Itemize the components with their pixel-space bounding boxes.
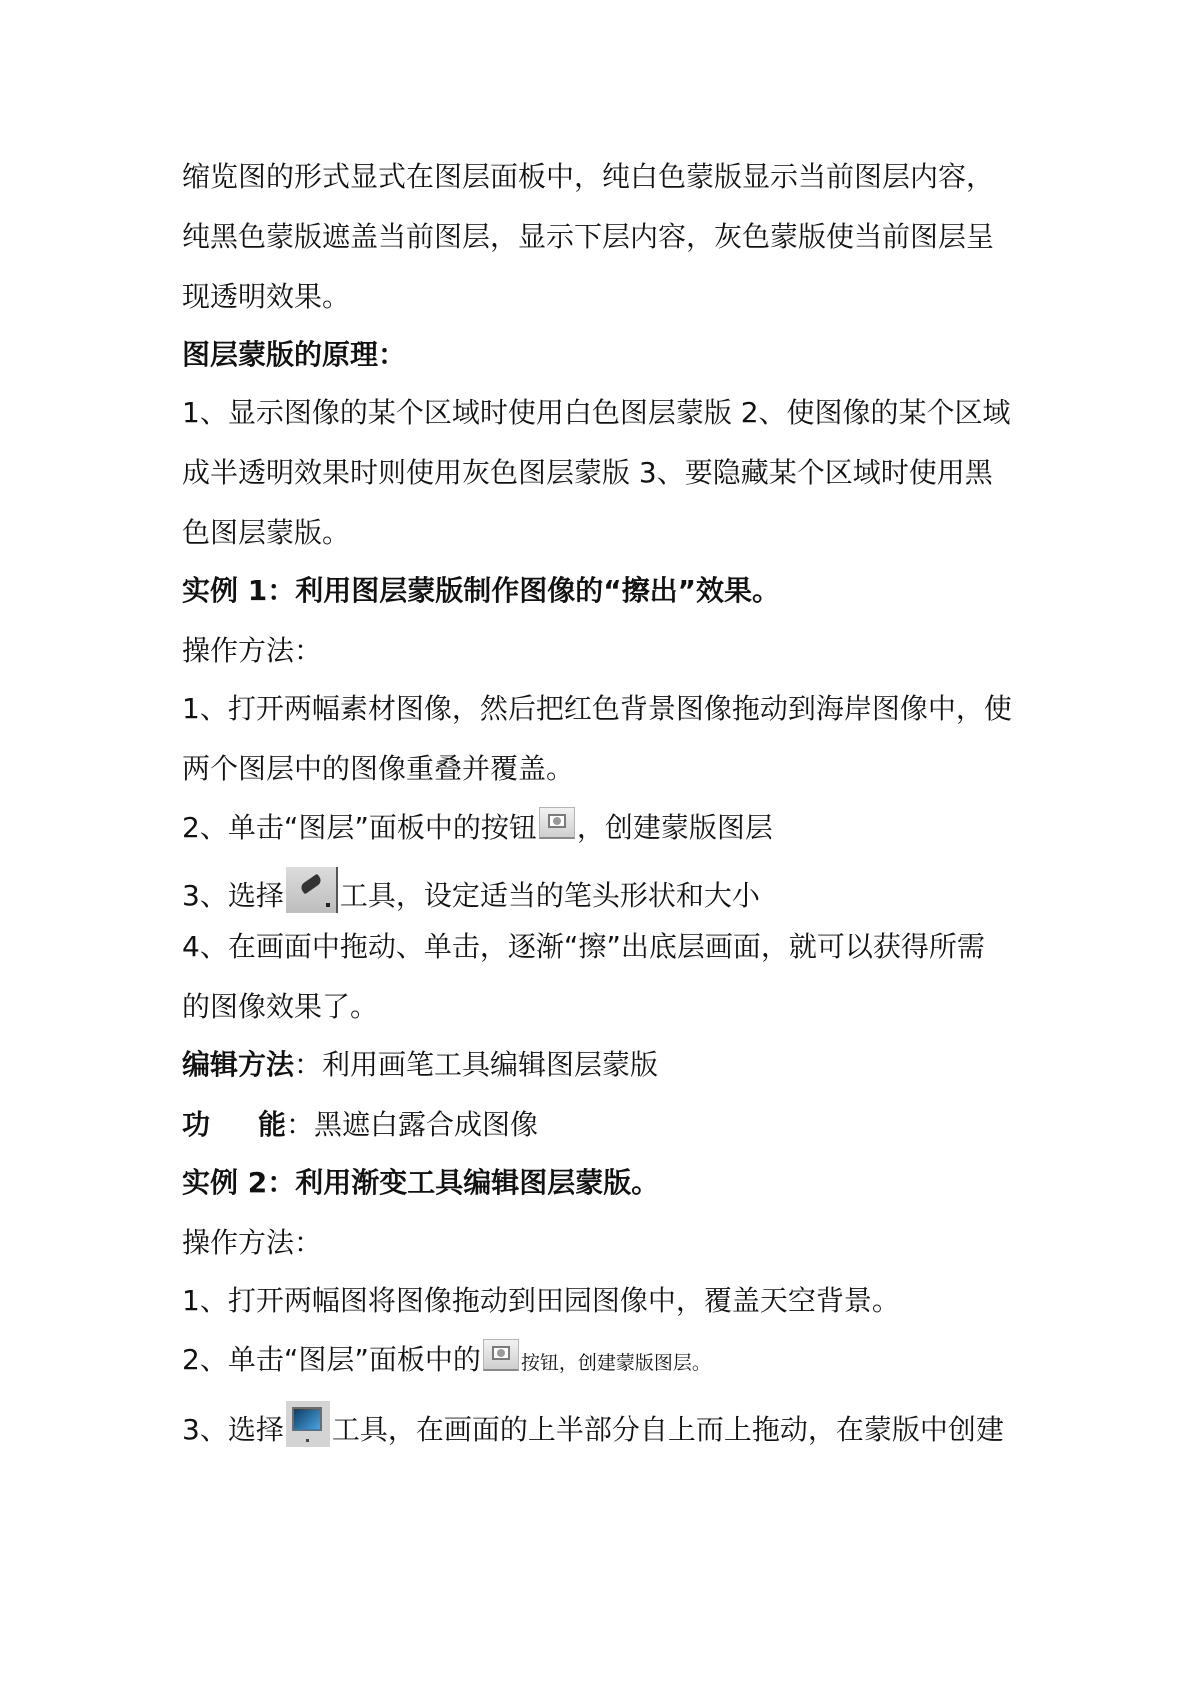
function-text: ：黑遮白露合成图像	[286, 1108, 539, 1141]
step-text: 2、单击“图层”面板中的	[182, 1343, 481, 1376]
function-label: 能	[258, 1108, 287, 1141]
text-line: 成半透明效果时则使用灰色图层蒙版 3、要隐藏某个区域时使用黑	[182, 456, 993, 489]
step-text: 2、单击“图层”面板中的按钮	[182, 811, 537, 844]
edit-method-line	[182, 1045, 658, 1085]
step-line	[182, 1339, 711, 1383]
edit-method-label: 编辑方法	[182, 1048, 295, 1081]
step-text: 1、打开两幅图将图像拖动到田园图像中，覆盖天空背景。	[182, 1284, 900, 1317]
add-layer-mask-icon	[539, 807, 575, 839]
gradient-tool-icon	[286, 1401, 330, 1447]
step-text: 工具，设定适当的笔头形状和大小	[339, 879, 760, 912]
step-text: 4、在画面中拖动、单击，逐渐“擦”出底层画面，就可以获得所需	[182, 930, 985, 963]
text-line: 现透明效果。	[182, 280, 351, 313]
example-2-heading: 实例 2：利用渐变工具编辑图层蒙版。	[182, 1166, 660, 1199]
function-label: 功	[182, 1108, 211, 1141]
brush-tool-icon	[286, 867, 338, 913]
text-line: 纯黑色蒙版遮盖当前图层，显示下层内容，灰色蒙版使当前图层呈	[182, 220, 995, 253]
method-label: 操作方法：	[182, 634, 323, 667]
step-text: 3、选择	[182, 879, 284, 912]
edit-method-text: ：利用画笔工具编辑图层蒙版	[294, 1048, 659, 1081]
text-line: 1、显示图像的某个区域时使用白色图层蒙版 2、使图像的某个区域	[182, 396, 1011, 429]
text-line: 缩览图的形式显式在图层面板中，纯白色蒙版显示当前图层内容，	[182, 160, 995, 193]
example-1-heading: 实例 1：利用图层蒙版制作图像的“擦出”效果。	[182, 574, 781, 607]
step-text: 工具，在画面的上半部分自上而上拖动，在蒙版中创建	[331, 1413, 1004, 1446]
step-line	[182, 807, 773, 848]
step-text: 的图像效果了。	[182, 990, 379, 1023]
function-line	[182, 1105, 538, 1145]
step-text: 3、选择	[182, 1413, 284, 1446]
step-line	[182, 867, 760, 916]
step-text: ，创建蒙版图层	[576, 811, 773, 844]
add-layer-mask-icon	[483, 1339, 519, 1371]
step-text: 按钮，创建蒙版图层。	[520, 1352, 711, 1374]
text-line: 色图层蒙版。	[182, 516, 351, 549]
method-label: 操作方法：	[182, 1226, 323, 1259]
step-text: 两个图层中的图像重叠并覆盖。	[182, 752, 575, 785]
step-line	[182, 1401, 1004, 1450]
principle-heading: 图层蒙版的原理：	[182, 338, 407, 371]
step-text: 1、打开两幅素材图像，然后把红色背景图像拖动到海岸图像中，使	[182, 692, 1012, 725]
